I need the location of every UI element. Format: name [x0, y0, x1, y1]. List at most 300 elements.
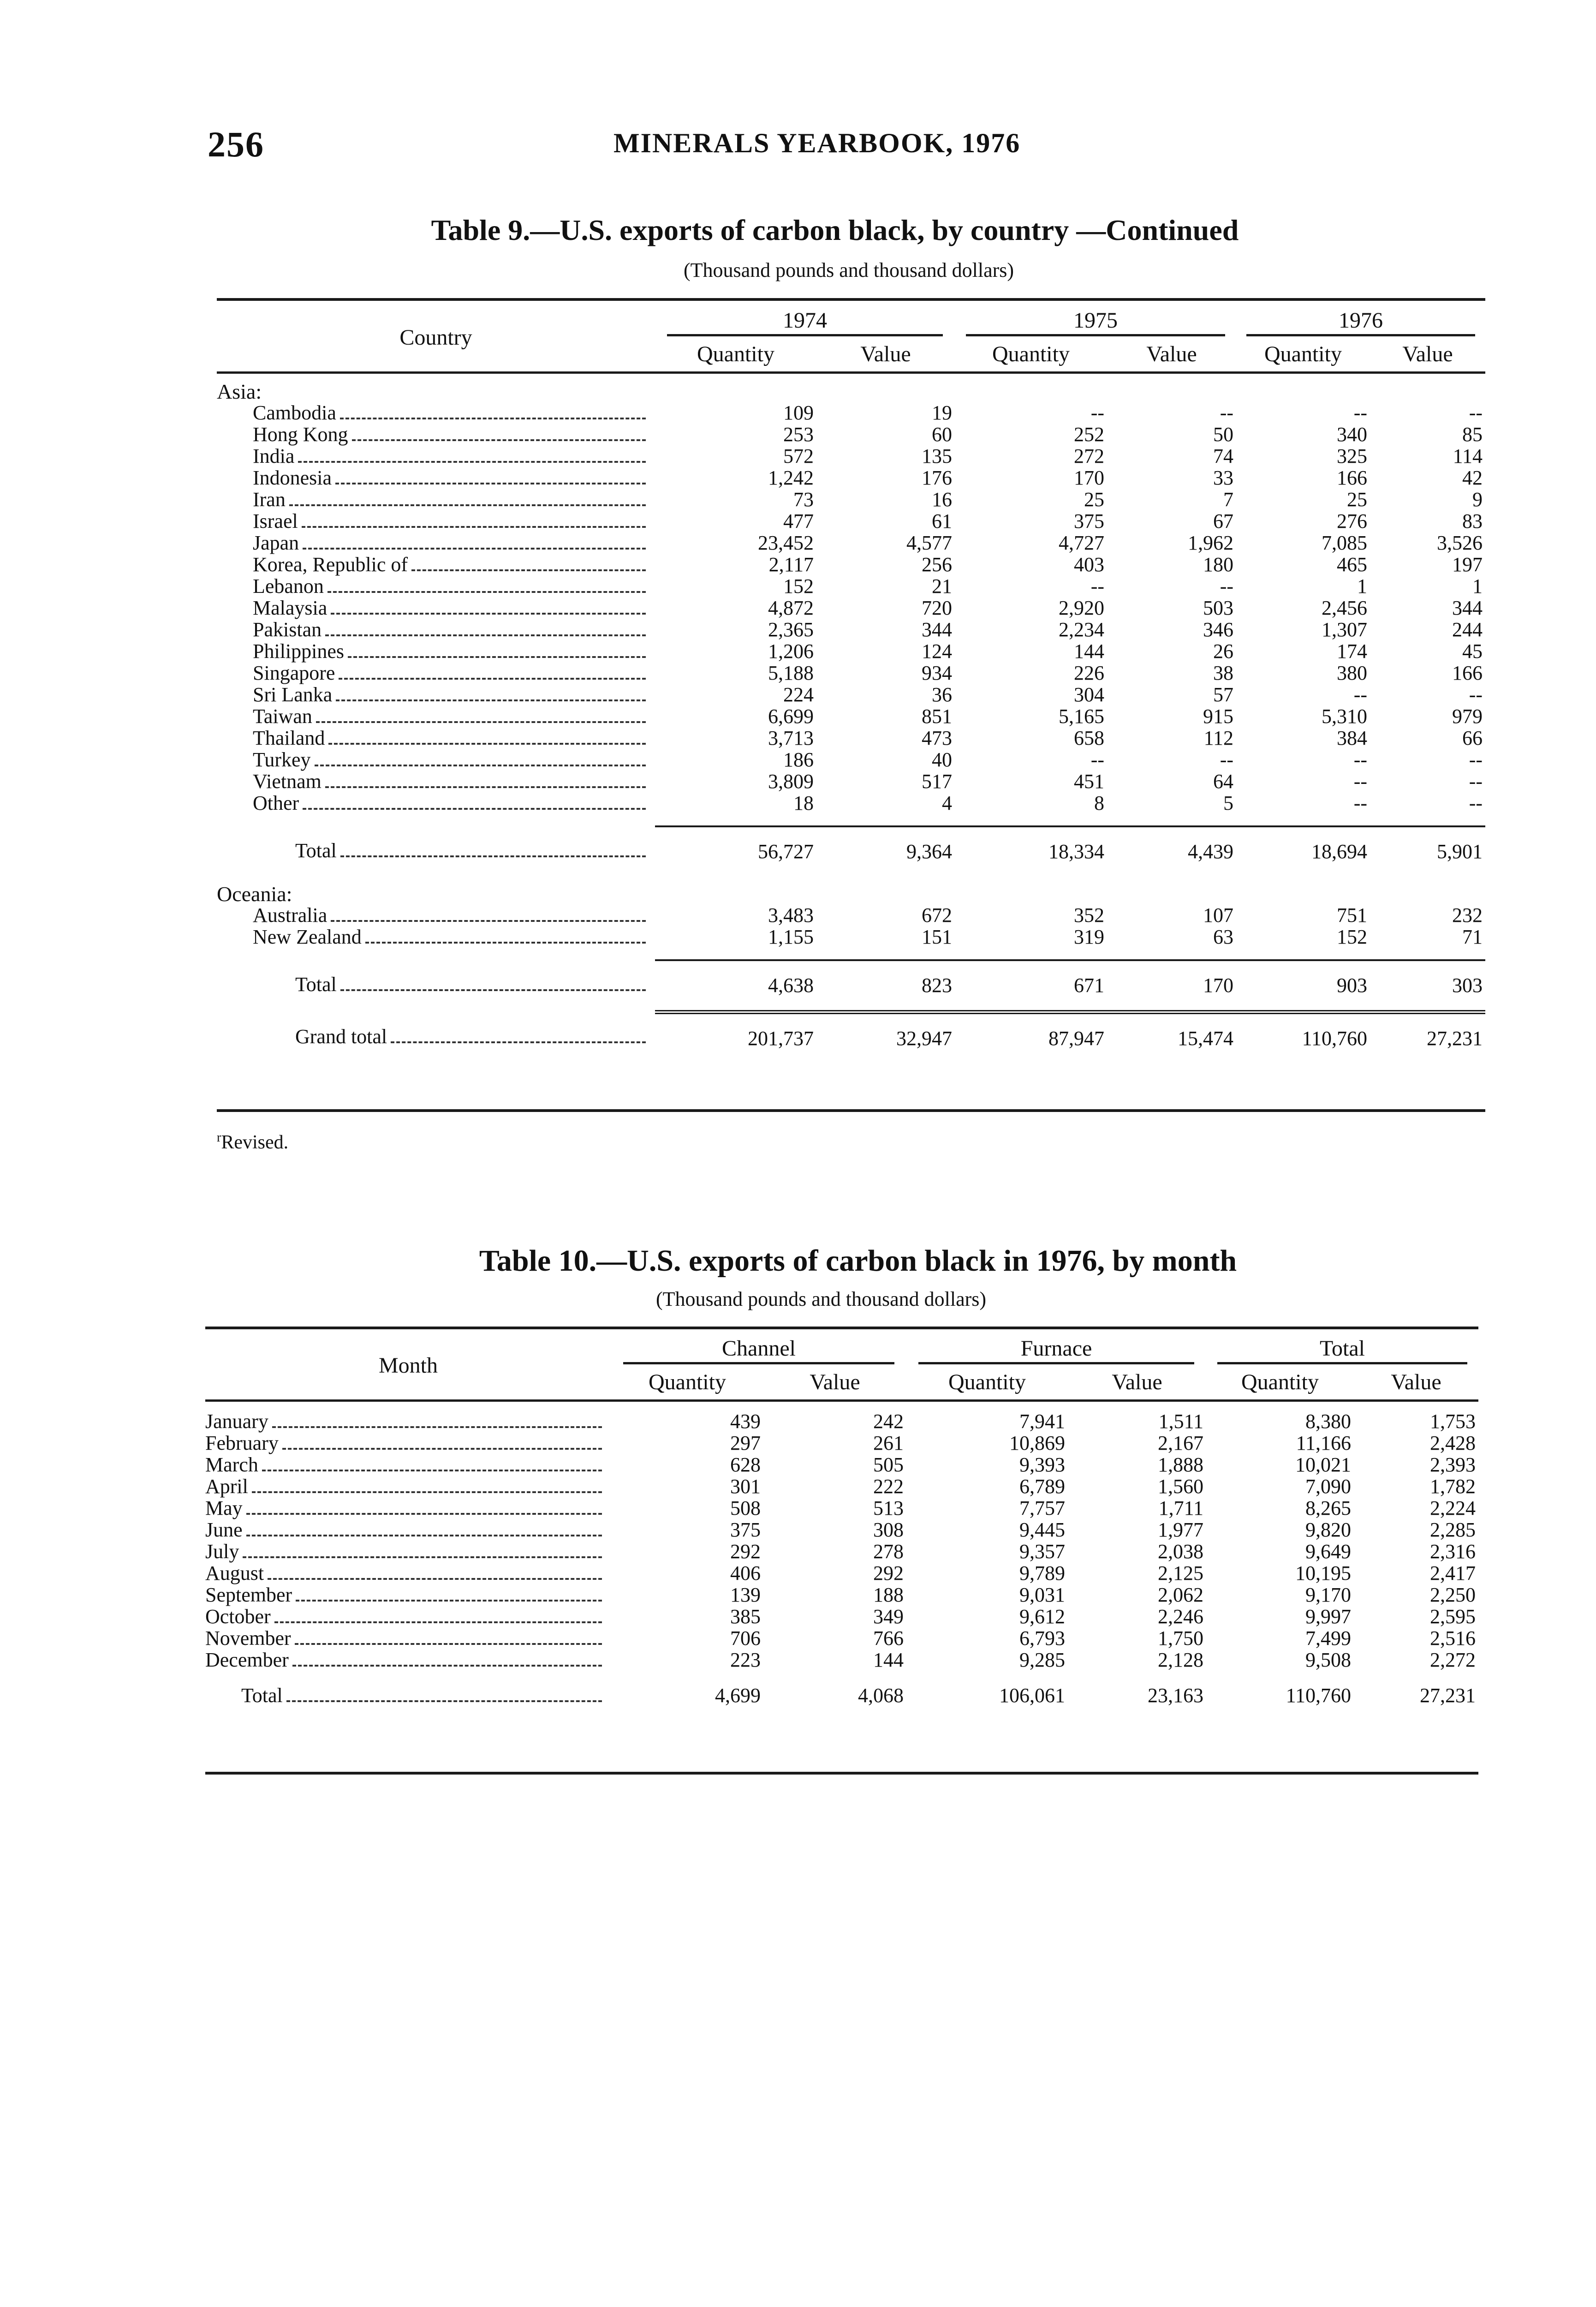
- cell-value: 720: [922, 597, 952, 619]
- cell-value: 18: [793, 792, 814, 814]
- table-row: [217, 684, 1485, 706]
- row-label: [217, 684, 655, 706]
- leader-dashes: [315, 764, 646, 766]
- leader-dashes: [365, 941, 646, 944]
- row-label: [217, 749, 655, 771]
- table9-bottom-rule: [217, 1109, 1485, 1112]
- leader-dashes: [411, 569, 646, 571]
- cell-value: 5,165: [1059, 705, 1104, 728]
- table-row: [205, 1650, 1478, 1671]
- cell-value: 223: [730, 1649, 761, 1671]
- table9-top-rule: [217, 298, 1485, 301]
- table-row: [217, 467, 1485, 489]
- cell-value: --: [1353, 683, 1367, 706]
- row-label-text: Korea, Republic of: [253, 554, 408, 576]
- cell-value: --: [1353, 401, 1367, 424]
- cell-value: 57: [1213, 683, 1233, 706]
- cell-value: 278: [873, 1540, 904, 1563]
- cell-value: 384: [1337, 727, 1367, 749]
- cell-value: 186: [783, 748, 814, 771]
- row-label-text: February: [205, 1433, 279, 1454]
- cell-value: 61: [932, 510, 952, 532]
- table10-group-furnace: Furnace: [906, 1338, 1206, 1367]
- cell-value: 25: [1347, 488, 1367, 511]
- cell-value: 508: [730, 1497, 761, 1519]
- table-row: [217, 554, 1485, 576]
- cell-value: 124: [922, 640, 952, 663]
- row-label-text: December: [205, 1650, 289, 1671]
- leader-dashes: [325, 786, 646, 788]
- row-label-text: Sri Lanka: [253, 684, 333, 706]
- table-row: [217, 771, 1485, 793]
- cell-value: 751: [1337, 904, 1367, 926]
- group-heading-row: [217, 884, 1485, 905]
- cell-value: 87,947: [955, 1012, 1107, 1050]
- table-row: [205, 1584, 1478, 1606]
- cell-value: 1,206: [768, 640, 814, 663]
- cell-value: 2,272: [1430, 1649, 1476, 1671]
- table10-group-channel: Channel: [611, 1338, 906, 1367]
- row-label: [205, 1433, 611, 1454]
- cell-value: 2,250: [1430, 1584, 1476, 1606]
- footnote-text: Revised.: [221, 1132, 289, 1153]
- row-label: [217, 793, 655, 814]
- cell-value: 915: [1203, 705, 1233, 728]
- cell-value: 1,962: [1188, 532, 1233, 554]
- cell-value: --: [1353, 792, 1367, 814]
- cell-value: 517: [922, 770, 952, 793]
- cell-value: --: [1090, 748, 1104, 771]
- cell-value: 114: [1453, 445, 1483, 467]
- cell-value: 23,452: [758, 532, 814, 554]
- row-label-text: Cambodia: [253, 402, 336, 424]
- row-label-text: New Zealand: [253, 926, 362, 948]
- cell-value: 308: [873, 1518, 904, 1541]
- row-label: [205, 1584, 611, 1606]
- cell-value: 1,711: [1158, 1497, 1203, 1519]
- row-label: [217, 663, 655, 684]
- footnote-mark: r: [217, 1130, 221, 1145]
- leader-dashes: [295, 1643, 602, 1645]
- cell-value: 4: [942, 792, 952, 814]
- cell-value: 319: [1074, 926, 1104, 948]
- cell-value: 572: [783, 445, 814, 467]
- cell-value: 15,474: [1107, 1012, 1236, 1050]
- cell-value: 170: [1074, 466, 1104, 489]
- cell-value: 7,499: [1305, 1627, 1351, 1650]
- cell-value: 439: [730, 1410, 761, 1433]
- leader-dashes: [303, 807, 646, 810]
- cell-value: 242: [873, 1410, 904, 1433]
- leader-dashes: [274, 1621, 602, 1623]
- cell-value: 152: [783, 575, 814, 598]
- row-label-text: Hong Kong: [253, 424, 348, 446]
- cell-value: --: [1469, 401, 1483, 424]
- cell-value: 3,526: [1437, 532, 1483, 554]
- cell-value: 7: [1223, 488, 1233, 511]
- leader-dashes: [282, 1447, 602, 1450]
- cell-value: 766: [873, 1627, 904, 1650]
- cell-value: 292: [730, 1540, 761, 1563]
- cell-value: 8,380: [1305, 1410, 1351, 1433]
- cell-value: 73: [793, 488, 814, 511]
- running-head: MINERALS YEARBOOK, 1976: [613, 128, 1021, 158]
- table9-subcol: Quantity: [992, 342, 1070, 366]
- leader-dashes: [268, 1578, 602, 1580]
- cell-value: 2,128: [1158, 1649, 1203, 1671]
- row-label-text: Total: [295, 973, 337, 996]
- leader-dashes: [262, 1469, 602, 1471]
- cell-value: 272: [1074, 445, 1104, 467]
- leader-dashes: [325, 634, 646, 636]
- leader-dashes: [331, 920, 646, 922]
- row-label: [217, 905, 655, 926]
- table9-subcol: Value: [1402, 342, 1453, 366]
- leader-dashes: [303, 547, 646, 550]
- row-label-text: Indonesia: [253, 467, 332, 489]
- cell-value: 244: [1452, 618, 1483, 641]
- cell-value: 67: [1213, 510, 1233, 532]
- row-label: [205, 1541, 611, 1563]
- row-label-text: Japan: [253, 532, 299, 554]
- cell-value: 2,920: [1059, 597, 1104, 619]
- cell-value: 2,246: [1158, 1605, 1203, 1628]
- row-label: [217, 424, 655, 446]
- cell-value: 1,242: [768, 466, 814, 489]
- cell-value: 2,038: [1158, 1540, 1203, 1563]
- row-label: [217, 402, 655, 424]
- table10-subcol: Value: [1391, 1370, 1441, 1394]
- table-row: [217, 511, 1485, 532]
- leader-dashes: [339, 677, 646, 680]
- cell-value: 71: [1462, 926, 1483, 948]
- cell-value: 10,021: [1295, 1453, 1351, 1476]
- table-row: [217, 793, 1485, 814]
- leader-dashes: [336, 699, 646, 701]
- cell-value: 19: [932, 401, 952, 424]
- row-label-text: April: [205, 1476, 248, 1498]
- cell-value: 110,760: [1286, 1684, 1351, 1707]
- row-label: [217, 960, 655, 996]
- leader-dashes: [352, 439, 646, 441]
- group-heading: Asia:: [217, 380, 262, 403]
- cell-value: 9,364: [816, 826, 955, 862]
- cell-value: --: [1469, 683, 1483, 706]
- table9-subcol: Quantity: [697, 342, 774, 366]
- row-label: [217, 446, 655, 467]
- leader-dashes: [302, 526, 646, 528]
- row-label-text: November: [205, 1628, 291, 1650]
- row-label-text: October: [205, 1606, 271, 1628]
- cell-value: 2,456: [1322, 597, 1367, 619]
- table9-year-1975: 1975: [955, 310, 1236, 339]
- cell-value: 2,117: [768, 553, 814, 576]
- table9-subcol: Value: [860, 342, 911, 366]
- row-label: [217, 598, 655, 619]
- table-row: [217, 926, 1485, 948]
- cell-value: 151: [922, 926, 952, 948]
- table-row: [205, 1498, 1478, 1519]
- cell-value: 2,167: [1158, 1432, 1203, 1454]
- cell-value: 110,760: [1236, 1012, 1370, 1050]
- cell-value: 32,947: [816, 1012, 955, 1050]
- leader-dashes: [335, 482, 646, 484]
- table-row: [217, 424, 1485, 446]
- cell-value: 4,068: [858, 1684, 904, 1707]
- cell-value: 344: [1452, 597, 1483, 619]
- table-row: [217, 641, 1485, 663]
- leader-dashes: [331, 612, 646, 615]
- cell-value: 297: [730, 1432, 761, 1454]
- table9: [217, 310, 1485, 1049]
- cell-value: 107: [1203, 904, 1233, 926]
- cell-value: --: [1469, 770, 1483, 793]
- cell-value: 10,869: [1009, 1432, 1065, 1454]
- cell-value: 8,265: [1305, 1497, 1351, 1519]
- row-label: [217, 511, 655, 532]
- cell-value: 2,234: [1059, 618, 1104, 641]
- table10-col-month: Month: [378, 1353, 438, 1378]
- cell-value: 3,483: [768, 904, 814, 926]
- cell-value: 1,155: [768, 926, 814, 948]
- table-row: [205, 1606, 1478, 1628]
- cell-value: --: [1090, 575, 1104, 598]
- cell-value: 74: [1213, 445, 1233, 467]
- table9-col-country: Country: [399, 325, 472, 350]
- cell-value: --: [1353, 770, 1367, 793]
- cell-value: 21: [932, 575, 952, 598]
- cell-value: --: [1220, 575, 1233, 598]
- leader-dashes: [328, 742, 646, 745]
- cell-value: 9,031: [1019, 1584, 1065, 1606]
- cell-value: 152: [1337, 926, 1367, 948]
- table9-subtitle: (Thousand pounds and thousand dollars): [683, 259, 1014, 281]
- row-label: [217, 489, 655, 511]
- cell-value: 503: [1203, 597, 1233, 619]
- leader-dashes: [316, 721, 646, 723]
- cell-value: 2,316: [1430, 1540, 1476, 1563]
- cell-value: 9,997: [1305, 1605, 1351, 1628]
- row-label-text: Singapore: [253, 663, 335, 684]
- table10: [205, 1338, 1478, 1707]
- cell-value: 25: [1084, 488, 1104, 511]
- cell-value: 375: [730, 1518, 761, 1541]
- row-label: [217, 619, 655, 641]
- table9-body: [217, 373, 1485, 1050]
- cell-value: 1,753: [1430, 1410, 1476, 1433]
- leader-dashes: [272, 1426, 602, 1428]
- cell-value: 304: [1074, 683, 1104, 706]
- row-label: [205, 1519, 611, 1541]
- table-row: [217, 706, 1485, 728]
- table-row: [205, 1519, 1478, 1541]
- cell-value: 232: [1452, 904, 1483, 926]
- cell-value: 6,793: [1019, 1627, 1065, 1650]
- cell-value: 1,977: [1158, 1518, 1203, 1541]
- cell-value: 1,511: [1158, 1410, 1203, 1433]
- table-row: [217, 489, 1485, 511]
- row-label-text: Other: [253, 793, 299, 814]
- cell-value: 706: [730, 1627, 761, 1650]
- cell-value: 1,750: [1158, 1627, 1203, 1650]
- row-label: [205, 1498, 611, 1519]
- cell-value: 33: [1213, 466, 1233, 489]
- cell-value: 9,445: [1019, 1518, 1065, 1541]
- table10-subcol: Quantity: [1241, 1370, 1319, 1394]
- cell-value: 27,231: [1370, 1012, 1485, 1050]
- cell-value: 166: [1452, 662, 1483, 684]
- table9-footnote: [217, 1130, 288, 1154]
- page-number: 256: [208, 124, 264, 164]
- cell-value: 9,820: [1305, 1518, 1351, 1541]
- cell-value: 2,516: [1430, 1627, 1476, 1650]
- cell-value: 671: [955, 960, 1107, 996]
- leader-dashes: [246, 1534, 602, 1536]
- row-label-text: September: [205, 1584, 292, 1606]
- cell-value: 9,508: [1305, 1649, 1351, 1671]
- cell-value: 3,713: [768, 727, 814, 749]
- cell-value: 344: [922, 618, 952, 641]
- cell-value: 4,638: [655, 960, 816, 996]
- table10-subtitle: (Thousand pounds and thousand dollars): [655, 1288, 987, 1310]
- cell-value: 83: [1462, 510, 1483, 532]
- table-row: [205, 1563, 1478, 1584]
- table10-title: Table 10.—U.S. exports of carbon black in 1976, by month: [479, 1244, 1237, 1278]
- row-label-text: Total: [241, 1685, 283, 1707]
- cell-value: 253: [783, 423, 814, 446]
- cell-value: 5,310: [1322, 705, 1367, 728]
- cell-value: 7,085: [1322, 532, 1367, 554]
- cell-value: 1: [1357, 575, 1367, 598]
- cell-value: 375: [1074, 510, 1104, 532]
- cell-value: 109: [783, 401, 814, 424]
- row-label-text: June: [205, 1519, 243, 1541]
- cell-value: 406: [730, 1562, 761, 1584]
- cell-value: 513: [873, 1497, 904, 1519]
- cell-value: 5,901: [1370, 826, 1485, 862]
- cell-value: 465: [1337, 553, 1367, 576]
- cell-value: 2,285: [1430, 1518, 1476, 1541]
- cell-value: 9,649: [1305, 1540, 1351, 1563]
- row-label: [217, 826, 655, 862]
- cell-value: 505: [873, 1453, 904, 1476]
- cell-value: 10,195: [1295, 1562, 1351, 1584]
- table-row: [205, 1541, 1478, 1563]
- row-label-text: March: [205, 1454, 258, 1476]
- cell-value: 7,757: [1019, 1497, 1065, 1519]
- cell-value: 4,872: [768, 597, 814, 619]
- row-label: [205, 1411, 611, 1433]
- row-label-text: July: [205, 1541, 239, 1563]
- row-label: [217, 771, 655, 793]
- row-label-text: Turkey: [253, 749, 311, 771]
- cell-value: 9,612: [1019, 1605, 1065, 1628]
- cell-value: 1,560: [1158, 1475, 1203, 1498]
- row-label-text: August: [205, 1563, 264, 1584]
- cell-value: 276: [1337, 510, 1367, 532]
- cell-value: 301: [730, 1475, 761, 1498]
- cell-value: 4,439: [1107, 826, 1236, 862]
- cell-value: 56,727: [655, 826, 816, 862]
- row-label: [217, 467, 655, 489]
- cell-value: 7,090: [1305, 1475, 1351, 1498]
- row-label: [205, 1628, 611, 1650]
- leader-dashes: [246, 1512, 602, 1515]
- table-row: [205, 1433, 1478, 1454]
- leader-dashes: [391, 1041, 646, 1043]
- row-label: [217, 728, 655, 749]
- table-row: [205, 1476, 1478, 1498]
- grand-total-row: [217, 1012, 1485, 1050]
- row-label-text: Philippines: [253, 641, 345, 663]
- leader-dashes: [328, 591, 646, 593]
- cell-value: 176: [922, 466, 952, 489]
- table10-body: [205, 1401, 1478, 1707]
- cell-value: 7,941: [1019, 1410, 1065, 1433]
- row-label: [205, 1685, 611, 1707]
- cell-value: 50: [1213, 423, 1233, 446]
- cell-value: 4,577: [906, 532, 952, 554]
- table-row: [217, 532, 1485, 554]
- total-row: [217, 960, 1485, 996]
- group-heading: Oceania:: [217, 882, 292, 906]
- cell-value: 2,393: [1430, 1453, 1476, 1476]
- table-row: [205, 1454, 1478, 1476]
- cell-value: 2,365: [768, 618, 814, 641]
- cell-value: 903: [1236, 960, 1370, 996]
- total-row: [217, 826, 1485, 862]
- cell-value: 325: [1337, 445, 1367, 467]
- row-label-text: May: [205, 1498, 243, 1519]
- cell-value: 2,428: [1430, 1432, 1476, 1454]
- cell-value: 106,061: [999, 1684, 1065, 1707]
- row-label: [205, 1454, 611, 1476]
- row-label-text: Taiwan: [253, 706, 312, 728]
- table9-year-1976: 1976: [1236, 310, 1485, 339]
- row-label-text: Vietnam: [253, 771, 322, 793]
- cell-value: 23,163: [1148, 1684, 1203, 1707]
- table10-top-rule: [205, 1327, 1478, 1329]
- cell-value: 1,307: [1322, 618, 1367, 641]
- cell-value: --: [1220, 401, 1233, 424]
- row-label: [217, 706, 655, 728]
- table-row: [217, 402, 1485, 424]
- cell-value: 3,809: [768, 770, 814, 793]
- row-label: [217, 1012, 655, 1050]
- row-label-text: Australia: [253, 905, 328, 926]
- cell-value: 9: [1472, 488, 1483, 511]
- cell-value: 38: [1213, 662, 1233, 684]
- cell-value: 5: [1223, 792, 1233, 814]
- leader-dashes: [243, 1556, 602, 1558]
- cell-value: 63: [1213, 926, 1233, 948]
- cell-value: 451: [1074, 770, 1104, 793]
- cell-value: 1: [1472, 575, 1483, 598]
- cell-value: 823: [816, 960, 955, 996]
- cell-value: 934: [922, 662, 952, 684]
- cell-value: 2,125: [1158, 1562, 1203, 1584]
- cell-value: 349: [873, 1605, 904, 1628]
- cell-value: 27,231: [1420, 1684, 1476, 1707]
- row-label-text: Total: [295, 839, 337, 862]
- cell-value: 9,357: [1019, 1540, 1065, 1563]
- leader-dashes: [252, 1491, 602, 1493]
- cell-value: 252: [1074, 423, 1104, 446]
- cell-value: 6,699: [768, 705, 814, 728]
- row-label: [205, 1606, 611, 1628]
- cell-value: 8: [1094, 792, 1104, 814]
- cell-value: 112: [1203, 727, 1233, 749]
